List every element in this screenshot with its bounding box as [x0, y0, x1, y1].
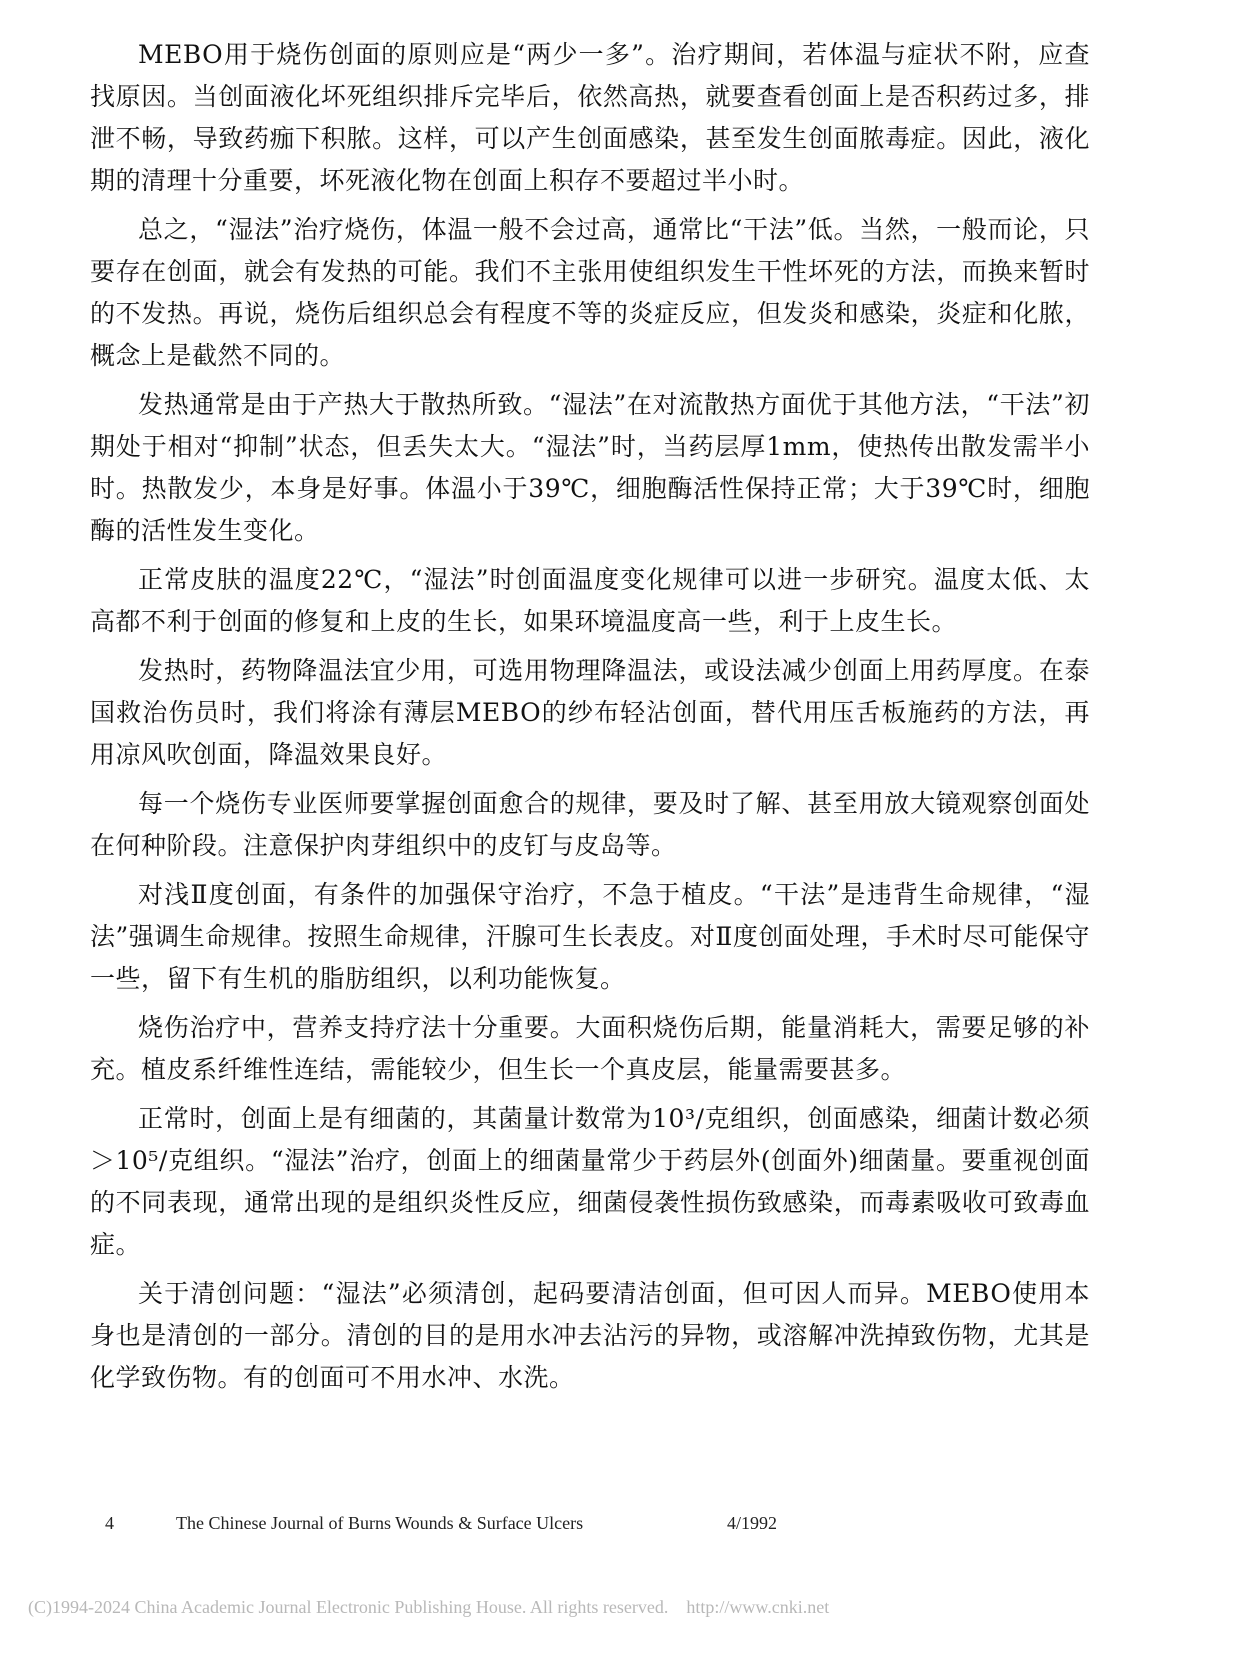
- paragraph: 每一个烧伤专业医师要掌握创面愈合的规律，要及时了解、甚至用放大镜观察创面处在何种阶段。注意保护肉芽组织中的皮钉与皮岛等。: [90, 789, 1090, 860]
- journal-name: The Chinese Journal of Burns Wounds & Surface Ulcers: [176, 1513, 584, 1533]
- issue-number: 4/1992: [727, 1513, 778, 1533]
- paragraph: 总之，“湿法”治疗烧伤，体温一般不会过高，通常比“干法”低。当然，一般而论，只要存在创面，就会有发热的可能。我们不主张用使组织发生干性坏死的方法，而换来暂时的不发热。再说，烧伤后组织总会有程度不等的炎症反应，但发炎和感染，炎症和化脓，概念上是截然不同的。: [90, 215, 1090, 370]
- paragraph: 发热通常是由于产热大于散热所致。“湿法”在对流散热方面优于其他方法，“干法”初期处于相对“抑制”状态，但丢失太大。“湿法”时，当药层厚1mm，使热传出散发需半小时。热散发少，本身是好事。体温小于39℃，细胞酶活性保持正常；大于39℃时，细胞酶的活性发生变化。: [90, 390, 1090, 545]
- article-body: [90, 34, 1090, 1406]
- page-footer: [0, 1513, 1247, 1543]
- paragraph: MEBO用于烧伤创面的原则应是“两少一多”。治疗期间，若体温与症状不附，应查找原因。当创面液化坏死组织排斥完毕后，依然高热，就要查看创面上是否积药过多，排泄不畅，导致药痂下积脓。这样，可以产生创面感染，甚至发生创面脓毒症。因此，液化期的清理十分重要，坏死液化物在创面上积存不要超过半小时。: [90, 40, 1090, 195]
- copyright-notice: [28, 1597, 829, 1618]
- page-number: 4: [105, 1513, 114, 1533]
- copyright-url: http://www.cnki.net: [686, 1597, 830, 1617]
- paragraph: 对浅Ⅱ度创面，有条件的加强保守治疗，不急于植皮。“干法”是违背生命规律，“湿法”强调生命规律。按照生命规律，汗腺可生长表皮。对Ⅱ度创面处理，手术时尽可能保守一些，留下有生机的脂肪组织，以利功能恢复。: [90, 880, 1090, 993]
- copyright-text: (C)1994-2024 China Academic Journal Electronic Publishing House. All rights reserved.: [28, 1597, 669, 1617]
- paragraph: 正常皮肤的温度22℃，“湿法”时创面温度变化规律可以进一步研究。温度太低、太高都不利于创面的修复和上皮的生长，如果环境温度高一些，利于上皮生长。: [90, 565, 1090, 636]
- paragraph: 正常时，创面上是有细菌的，其菌量计数常为10³/克组织，创面感染，细菌计数必须＞10⁵/克组织。“湿法”治疗，创面上的细菌量常少于药层外(创面外)细菌量。要重视创面的不同表现，通常出现的是组织炎性反应，细菌侵袭性损伤致感染，而毒素吸收可致毒血症。: [90, 1104, 1090, 1259]
- paragraph: 发热时，药物降温法宜少用，可选用物理降温法，或设法减少创面上用药厚度。在泰国救治伤员时，我们将涂有薄层MEBO的纱布轻沾创面，替代用压舌板施药的方法，再用凉风吹创面，降温效果良好。: [90, 656, 1090, 769]
- paragraph: 关于清创问题：“湿法”必须清创，起码要清洁创面，但可因人而异。MEBO使用本身也是清创的一部分。清创的目的是用水冲去沾污的异物，或溶解冲洗掉致伤物，尤其是化学致伤物。有的创面可不用水冲、水洗。: [90, 1279, 1090, 1392]
- paragraph: 烧伤治疗中，营养支持疗法十分重要。大面积烧伤后期，能量消耗大，需要足够的补充。植皮系纤维性连结，需能较少，但生长一个真皮层，能量需要甚多。: [90, 1013, 1090, 1084]
